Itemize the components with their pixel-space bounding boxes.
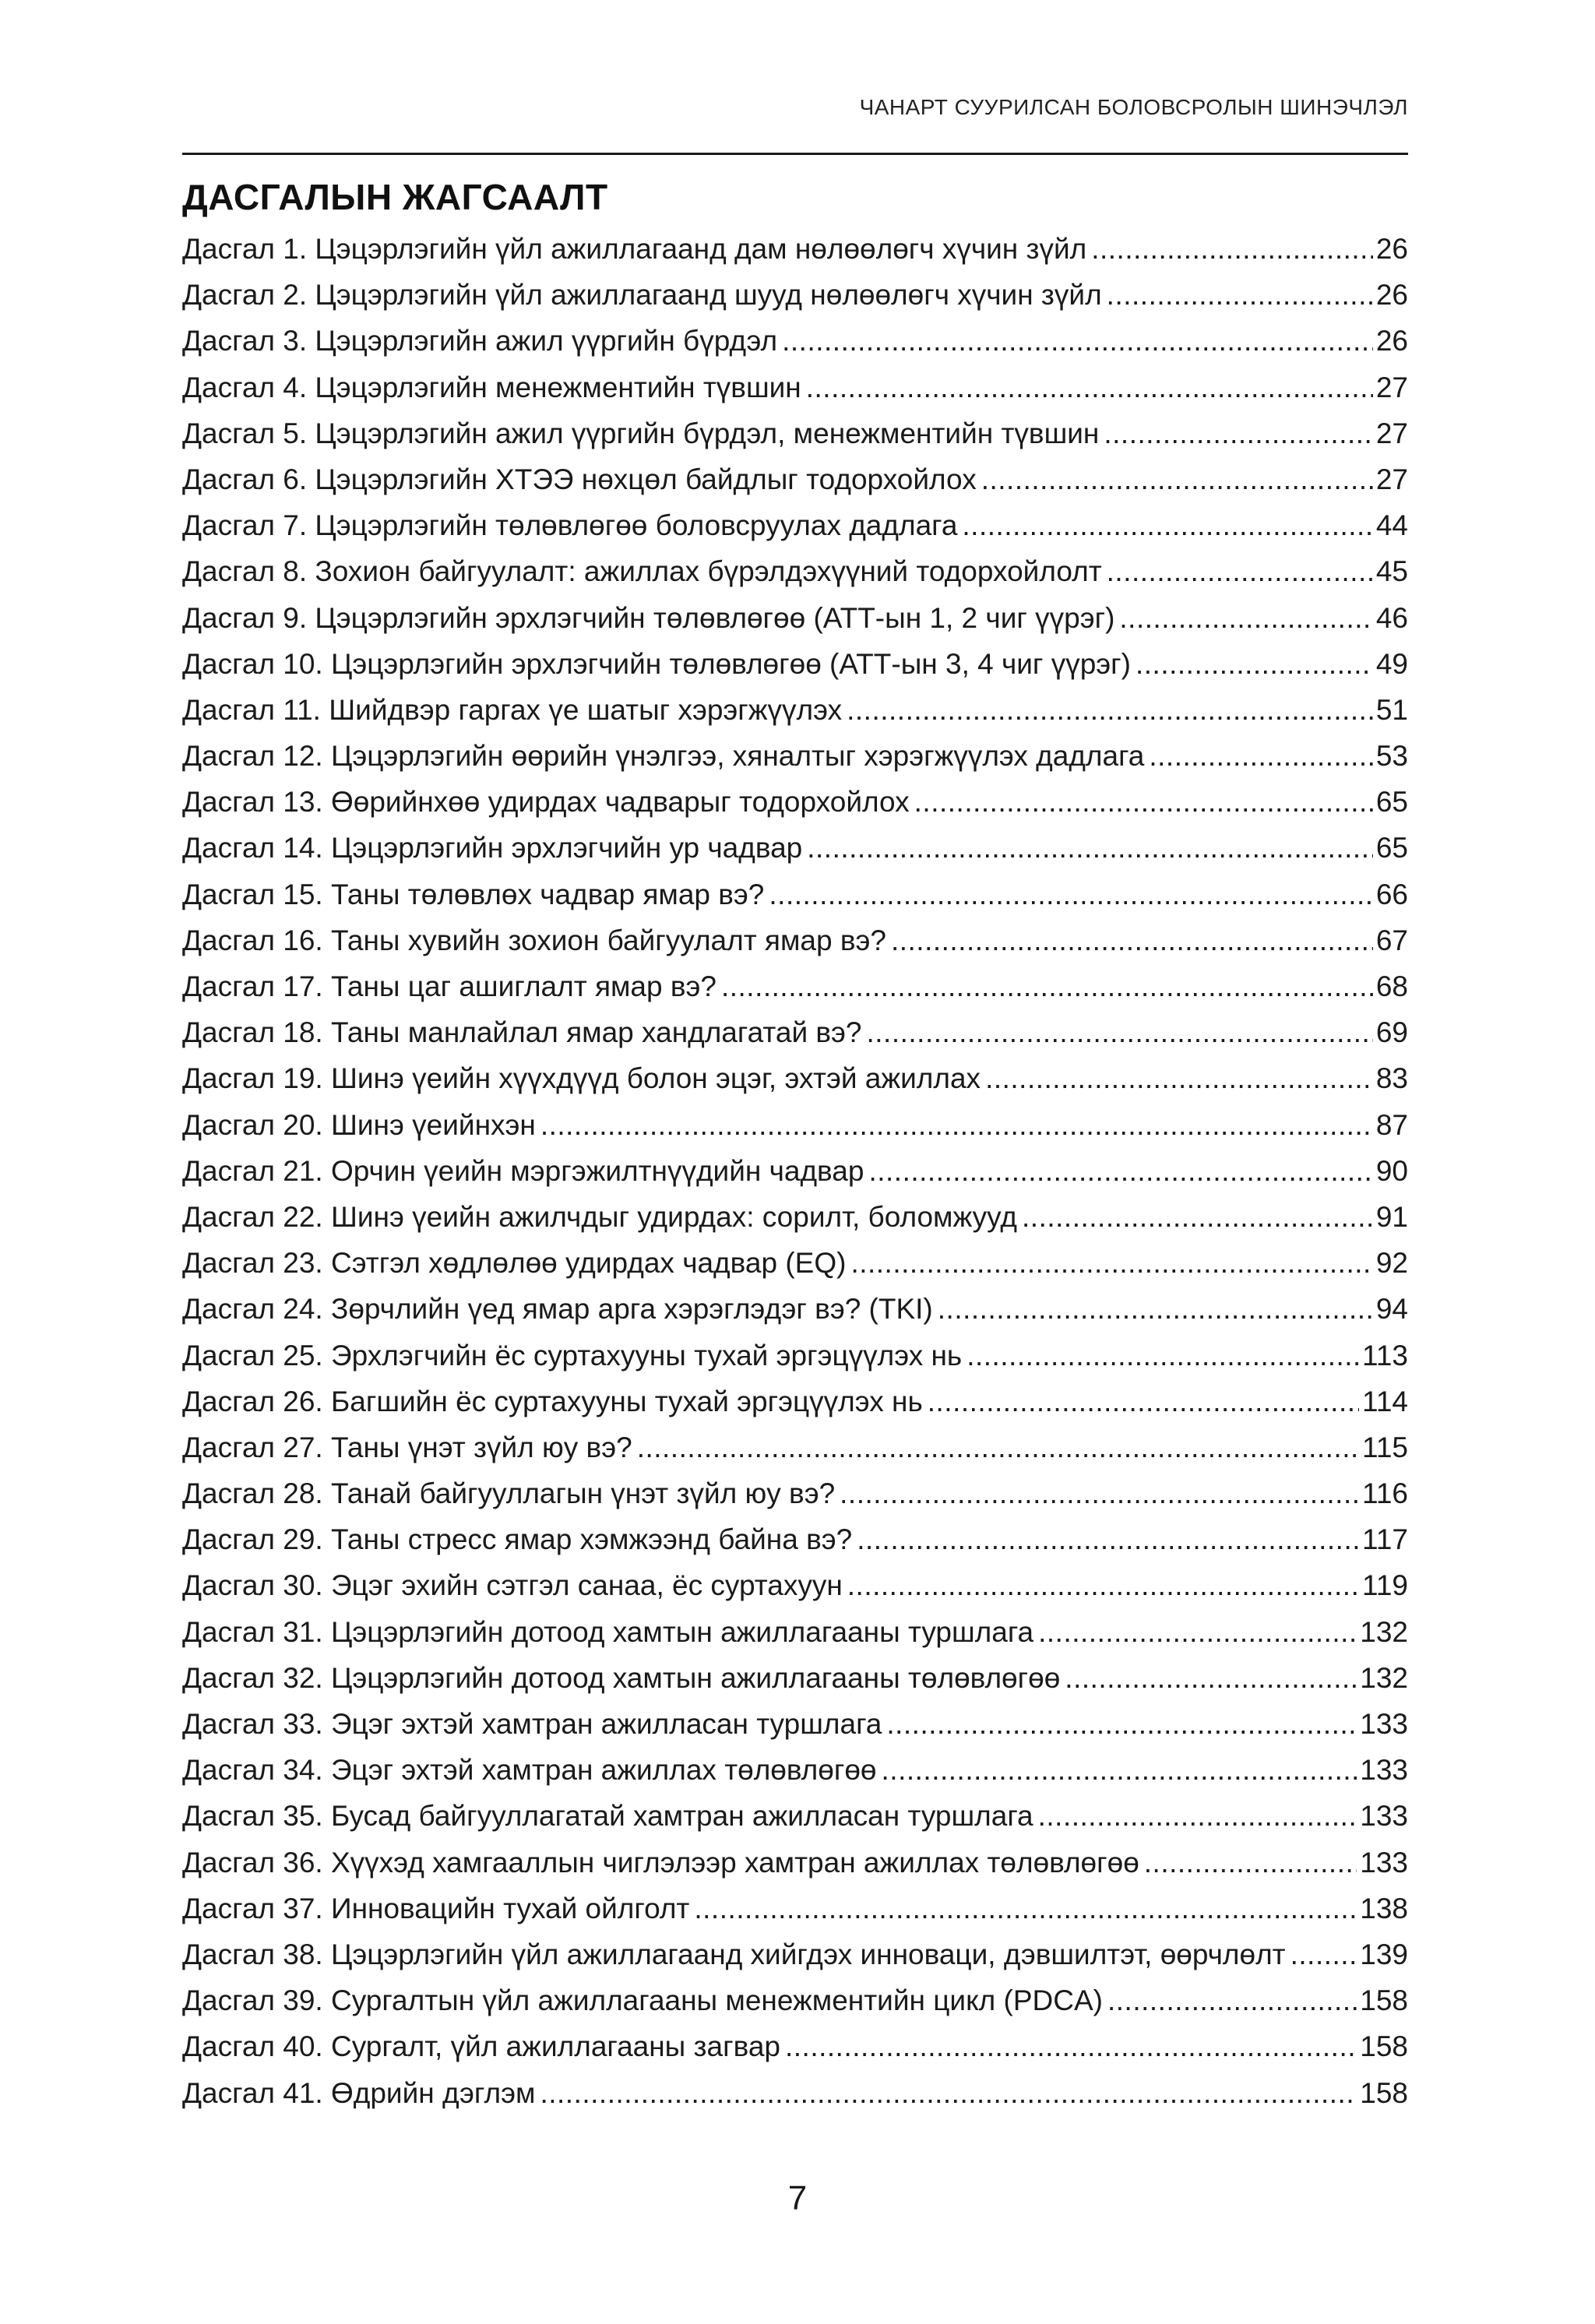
- toc-dot-leader: [840, 1477, 1359, 1510]
- toc-entry: [182, 694, 1408, 740]
- toc-dot-leader: [637, 1431, 1359, 1464]
- toc-entry-title: Дасгал 24. Зөрчлийн үед ямар арга хэрэглэдэг вэ? (TKI): [182, 1293, 933, 1326]
- toc-entry: [182, 740, 1408, 786]
- toc-entry: [182, 1062, 1408, 1108]
- toc-dot-leader: [1107, 555, 1373, 588]
- toc-dot-leader: [1038, 1800, 1357, 1833]
- toc-entry: [182, 1386, 1408, 1431]
- toc-entry-title: Дасгал 29. Таны стресс ямар хэмжээнд байна вэ?: [182, 1523, 853, 1556]
- toc-entry-title: Дасгал 40. Сургалт, үйл ажиллагааны загвар: [182, 2030, 780, 2063]
- toc-entry-title: Дасгал 22. Шинэ үеийн ажилчдыг удирдах: сорилт, боломжууд: [182, 1200, 1018, 1233]
- toc-entry-page: 132: [1360, 1661, 1408, 1694]
- toc-entry: [182, 970, 1408, 1016]
- toc-dot-leader: [868, 1155, 1372, 1188]
- toc-entry-page: 65: [1375, 786, 1408, 819]
- toc-entry: [182, 924, 1408, 970]
- section-title: ДАСГАЛЫН ЖАГСААЛТ: [182, 177, 608, 217]
- toc-entry-title: Дасгал 26. Багшийн ёс суртахууны тухай эргэцүүлэх нь: [182, 1385, 923, 1417]
- toc-entry-title: Дасгал 38. Цэцэрлэгийн үйл ажиллагаанд хийгдэх инноваци, дэвшилтэт, өөрчлөлт: [182, 1938, 1286, 1970]
- toc-dot-leader: [785, 2030, 1357, 2063]
- toc-entry: [182, 786, 1408, 832]
- toc-entry: [182, 1155, 1408, 1201]
- running-header: ЧАНАРТ СУУРИЛСАН БОЛОВСРОЛЫН ШИНЭЧЛЭЛ: [859, 95, 1408, 119]
- toc-entry-page: 68: [1375, 970, 1408, 1002]
- toc-entry-title: Дасгал 35. Бусад байгууллагатай хамтран ажилласан туршлага: [182, 1800, 1033, 1833]
- toc-entry-page: 27: [1375, 417, 1408, 449]
- toc-dot-leader: [1038, 1616, 1357, 1649]
- toc-entry-page: 26: [1375, 233, 1408, 265]
- toc-dot-leader: [938, 1293, 1373, 1326]
- toc-entry-page: 83: [1375, 1062, 1408, 1095]
- toc-entry: [182, 1616, 1408, 1662]
- toc-entry-page: 66: [1375, 878, 1408, 910]
- toc-dot-leader: [847, 1569, 1359, 1602]
- toc-dot-leader: [1107, 1984, 1357, 2017]
- toc-dot-leader: [806, 371, 1373, 404]
- toc-entry-page: 27: [1375, 463, 1408, 495]
- toc-entry-title: Дасгал 31. Цэцэрлэгийн дотоод хамтын ажиллагааны туршлага: [182, 1615, 1034, 1648]
- toc-entry-page: 44: [1375, 509, 1408, 542]
- toc-entry: [182, 417, 1408, 463]
- toc-dot-leader: [540, 2077, 1357, 2110]
- toc-entry-title: Дасгал 11. Шийдвэр гаргах үе шатыг хэрэгжүүлэх: [182, 693, 843, 726]
- toc-entry: [182, 1109, 1408, 1155]
- toc-entry-page: 158: [1360, 1984, 1408, 2017]
- toc-entry: [182, 1247, 1408, 1293]
- toc-entry-page: 53: [1375, 740, 1408, 773]
- toc-entry-title: Дасгал 7. Цэцэрлэгийн төлөвлөгөө боловсруулах дадлага: [182, 509, 958, 542]
- toc-entry-title: Дасгал 2. Цэцэрлэгийн үйл ажиллагаанд шууд нөлөөлөгч хүчин зүйл: [182, 279, 1102, 312]
- toc-entry: [182, 233, 1408, 279]
- toc-dot-leader: [1149, 740, 1372, 773]
- toc-entry-title: Дасгал 1. Цэцэрлэгийн үйл ажиллагаанд дам нөлөөлөгч хүчин зүйл: [182, 233, 1087, 265]
- toc-entry: [182, 1340, 1408, 1386]
- toc-entry: [182, 555, 1408, 601]
- toc-dot-leader: [886, 1708, 1357, 1741]
- toc-entry: [182, 1754, 1408, 1800]
- toc-dot-leader: [807, 832, 1373, 864]
- toc-entry: [182, 1016, 1408, 1062]
- toc-entry-title: Дасгал 39. Сургалтын үйл ажиллагааны менежментийн цикл (PDCA): [182, 1984, 1103, 2017]
- toc-entry-title: Дасгал 33. Эцэг эхтэй хамтран ажилласан туршлага: [182, 1708, 882, 1740]
- toc-entry-title: Дасгал 28. Танай байгууллагын үнэт зүйл юу вэ?: [182, 1477, 836, 1510]
- toc-dot-leader: [891, 924, 1373, 957]
- toc-entry-title: Дасгал 6. Цэцэрлэгийн ХТЭЭ нөхцөл байдлыг тодорхойлох: [182, 463, 977, 495]
- toc-entry-title: Дасгал 10. Цэцэрлэгийн эрхлэгчийн төлөвлөгөө (АТТ-ын 3, 4 чиг үүрэг): [182, 647, 1131, 680]
- toc-dot-leader: [981, 463, 1373, 496]
- toc-entry: [182, 1893, 1408, 1938]
- toc-entry-page: 90: [1375, 1154, 1408, 1187]
- toc-entry: [182, 1847, 1408, 1893]
- toc-dot-leader: [1144, 1847, 1357, 1879]
- toc-entry-page: 26: [1375, 325, 1408, 357]
- toc-entry-title: Дасгал 12. Цэцэрлэгийн өөрийн үнэлгээ, хяналтыг хэрэгжүүлэх дадлага: [182, 740, 1145, 773]
- header-divider: [182, 153, 1408, 155]
- page-number: 7: [787, 2179, 808, 2217]
- toc-entry: [182, 1523, 1408, 1569]
- toc-entry-page: 113: [1362, 1339, 1408, 1372]
- toc-dot-leader: [962, 509, 1372, 542]
- toc-entry-page: 67: [1375, 924, 1408, 956]
- toc-entry-page: 114: [1362, 1385, 1408, 1417]
- toc-entry-page: 133: [1360, 1754, 1408, 1787]
- toc-entry-title: Дасгал 19. Шинэ үеийн хүүхдүүд болон эцэг, эхтэй ажиллах: [182, 1062, 981, 1095]
- toc-entry-page: 87: [1375, 1108, 1408, 1141]
- toc-entry: [182, 879, 1408, 924]
- toc-dot-leader: [1107, 279, 1373, 312]
- toc-entry-title: Дасгал 34. Эцэг эхтэй хамтран ажиллах төлөвлөгөө: [182, 1754, 877, 1787]
- toc-entry: [182, 1431, 1408, 1477]
- toc-entry: [182, 325, 1408, 371]
- toc-dot-leader: [721, 970, 1373, 1003]
- toc-entry-title: Дасгал 16. Таны хувийн зохион байгуулалт ямар вэ?: [182, 924, 886, 956]
- toc-dot-leader: [1136, 648, 1373, 681]
- toc-entry-page: 115: [1362, 1431, 1408, 1463]
- toc-entry-title: Дасгал 14. Цэцэрлэгийн эрхлэгчийн ур чадвар: [182, 832, 803, 864]
- toc-dot-leader: [1091, 233, 1373, 266]
- toc-entry-page: 117: [1362, 1523, 1408, 1556]
- toc-entry: [182, 509, 1408, 555]
- toc-entry-title: Дасгал 5. Цэцэрлэгийн ажил үүргийн бүрдэл, менежментийн түвшин: [182, 417, 1100, 449]
- toc-dot-leader: [967, 1340, 1359, 1372]
- toc-dot-leader: [1119, 602, 1372, 635]
- toc-entry: [182, 1293, 1408, 1339]
- toc-entry: [182, 463, 1408, 509]
- toc-dot-leader: [1065, 1662, 1357, 1695]
- toc-entry: [182, 1662, 1408, 1708]
- toc-entry-title: Дасгал 13. Өөрийнхөө удирдах чадварыг тодорхойлох: [182, 786, 910, 819]
- toc-entry: [182, 279, 1408, 325]
- toc-entry: [182, 1800, 1408, 1846]
- toc-entry: [182, 648, 1408, 694]
- toc-dot-leader: [928, 1386, 1359, 1418]
- toc-entry-title: Дасгал 20. Шинэ үеийнхэн: [182, 1108, 536, 1141]
- toc-dot-leader: [1104, 417, 1372, 450]
- toc-dot-leader: [882, 1754, 1357, 1787]
- toc-dot-leader: [850, 1247, 1372, 1280]
- toc-entry-page: 133: [1360, 1800, 1408, 1833]
- toc-dot-leader: [769, 879, 1372, 911]
- toc-entry-page: 119: [1362, 1569, 1408, 1602]
- toc-dot-leader: [782, 325, 1373, 357]
- toc-entry-page: 94: [1375, 1293, 1408, 1326]
- toc-entry: [182, 1708, 1408, 1754]
- toc-dot-leader: [847, 694, 1373, 727]
- toc-entry-page: 69: [1375, 1016, 1408, 1049]
- toc-entry-page: 139: [1360, 1938, 1408, 1970]
- toc-dot-leader: [540, 1109, 1373, 1142]
- toc-entry-page: 91: [1375, 1200, 1408, 1233]
- toc-entry: [182, 1201, 1408, 1247]
- toc-entry-page: 158: [1360, 2076, 1408, 2109]
- toc-dot-leader: [857, 1523, 1359, 1556]
- toc-entry: [182, 2030, 1408, 2076]
- toc-entry: [182, 1477, 1408, 1523]
- toc-entry: [182, 1984, 1408, 2030]
- toc-dot-leader: [1290, 1938, 1357, 1971]
- toc-entry-page: 27: [1375, 371, 1408, 403]
- toc-entry-title: Дасгал 21. Орчин үеийн мэргэжилтнүүдийн чадвар: [182, 1154, 864, 1187]
- toc-entry: [182, 2077, 1408, 2123]
- toc-entry-title: Дасгал 8. Зохион байгуулалт: ажиллах бүрэлдэхүүний тодорхойлолт: [182, 555, 1102, 588]
- toc-entry: [182, 1938, 1408, 1984]
- toc-entry-page: 49: [1375, 647, 1408, 680]
- toc-entry-title: Дасгал 32. Цэцэрлэгийн дотоод хамтын ажиллагааны төлөвлөгөө: [182, 1661, 1061, 1694]
- toc-entry-title: Дасгал 9. Цэцэрлэгийн эрхлэгчийн төлөвлөгөө (АТТ-ын 1, 2 чиг үүрэг): [182, 601, 1115, 634]
- toc-entry-title: Дасгал 17. Таны цаг ашиглалт ямар вэ?: [182, 970, 717, 1002]
- toc-entry-page: 158: [1360, 2030, 1408, 2063]
- toc-entry-page: 116: [1362, 1477, 1408, 1510]
- toc-entry-title: Дасгал 15. Таны төлөвлөх чадвар ямар вэ?: [182, 878, 765, 910]
- toc-entry: [182, 1569, 1408, 1615]
- toc-entry-page: 51: [1375, 693, 1408, 726]
- toc-entry-title: Дасгал 27. Таны үнэт зүйл юу вэ?: [182, 1431, 632, 1463]
- toc-entry-title: Дасгал 18. Таны манлайлал ямар хандлагатай вэ?: [182, 1016, 862, 1049]
- toc-entry-title: Дасгал 41. Өдрийн дэглэм: [182, 2076, 536, 2109]
- toc-entry-page: 26: [1375, 279, 1408, 312]
- toc-entry: [182, 602, 1408, 648]
- toc-entry-page: 92: [1375, 1247, 1408, 1280]
- toc-dot-leader: [694, 1893, 1357, 1925]
- toc-entry-title: Дасгал 36. Хүүхэд хамгааллын чиглэлээр хамтран ажиллах төлөвлөгөө: [182, 1846, 1139, 1879]
- toc-entry: [182, 371, 1408, 417]
- table-of-contents: [182, 233, 1408, 2123]
- toc-entry-title: Дасгал 23. Сэтгэл хөдлөлөө удирдах чадвар (EQ): [182, 1247, 847, 1280]
- toc-entry-page: 133: [1360, 1708, 1408, 1740]
- toc-entry-title: Дасгал 4. Цэцэрлэгийн менежментийн түвшин: [182, 371, 801, 403]
- toc-entry-title: Дасгал 37. Инновацийн тухай ойлголт: [182, 1892, 690, 1924]
- toc-dot-leader: [914, 786, 1373, 819]
- toc-dot-leader: [985, 1062, 1373, 1095]
- toc-entry-page: 65: [1375, 832, 1408, 864]
- toc-dot-leader: [1022, 1201, 1373, 1234]
- toc-entry-page: 133: [1360, 1846, 1408, 1879]
- toc-entry-title: Дасгал 30. Эцэг эхийн сэтгэл санаа, ёс суртахуун: [182, 1569, 843, 1602]
- toc-entry-title: Дасгал 3. Цэцэрлэгийн ажил үүргийн бүрдэл: [182, 325, 778, 357]
- toc-entry: [182, 832, 1408, 878]
- toc-entry-page: 132: [1360, 1615, 1408, 1648]
- toc-dot-leader: [867, 1016, 1373, 1049]
- toc-entry-page: 46: [1375, 601, 1408, 634]
- toc-entry-page: 45: [1375, 555, 1408, 588]
- toc-entry-page: 138: [1360, 1892, 1408, 1924]
- toc-entry-title: Дасгал 25. Эрхлэгчийн ёс суртахууны тухай эргэцүүлэх нь: [182, 1339, 963, 1372]
